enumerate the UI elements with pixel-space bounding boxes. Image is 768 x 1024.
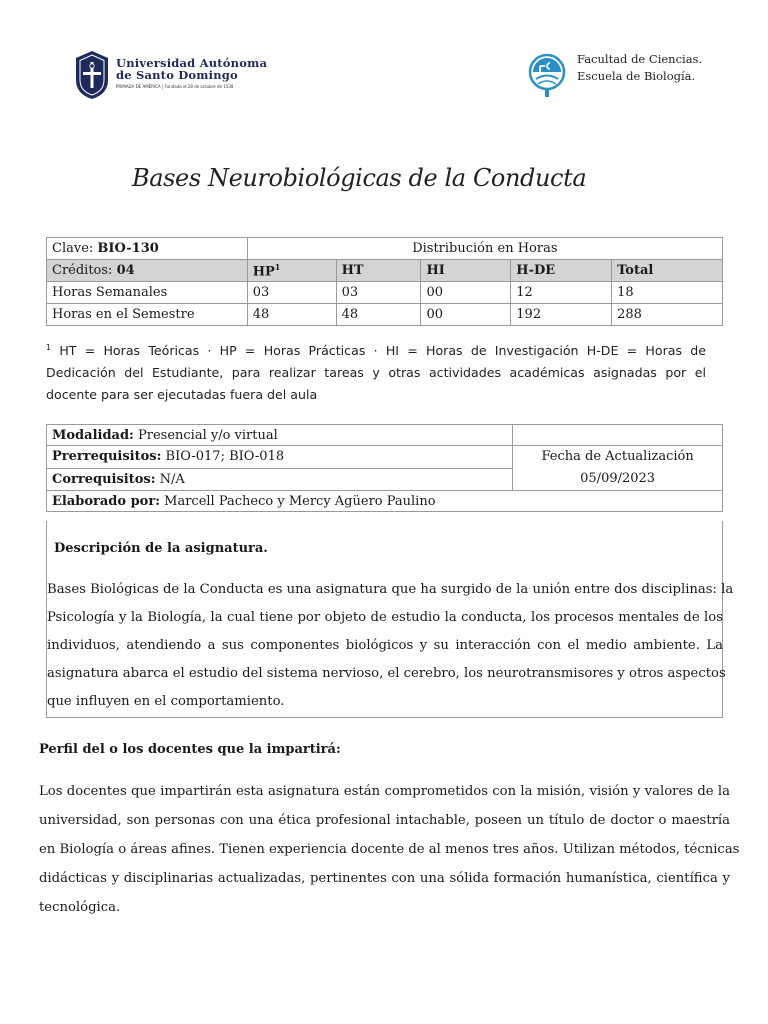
footnote-marker: 1	[46, 343, 52, 352]
perfil-line: tecnológica.	[39, 900, 121, 915]
perfil-line: didácticas y disciplinarias actualizadas, pertinentes con una sólida formación humanística, científica y	[39, 871, 730, 886]
modalidad-cell: Modalidad: Presencial y/o virtual	[47, 425, 513, 446]
cell-value: 00	[421, 282, 511, 304]
course-title: Bases Neurobiológicas de la Conducta	[132, 164, 587, 192]
col-header-total: Total	[612, 260, 723, 282]
cell-value: 12	[511, 282, 612, 304]
col-header-hde: H-DE	[511, 260, 612, 282]
correquisitos-value: N/A	[159, 471, 185, 487]
description-line: asignatura abarca el estudio del sistema nervioso, el cerebro, los neurotransmisores y otros aspectos	[47, 666, 726, 681]
distribution-header: Distribución en Horas	[247, 238, 722, 260]
faculty-line1: Facultad de Ciencias.	[577, 52, 703, 66]
table-row	[47, 304, 723, 326]
page-header	[0, 0, 768, 110]
cell-value: 03	[336, 282, 421, 304]
description-body	[47, 576, 734, 716]
faculty-logo-icon	[528, 52, 566, 98]
prerrequisitos-cell: Prerrequisitos: BIO-017; BIO-018	[47, 446, 513, 469]
uasd-seal-icon	[74, 50, 110, 100]
footnote-line: docente para ser ejecutadas fuera del aula	[46, 387, 318, 403]
description-heading: Descripción de la asignatura.	[54, 541, 268, 556]
cell-value: 48	[247, 304, 336, 326]
uasd-wordmark	[116, 57, 267, 89]
table-row	[47, 425, 723, 446]
uasd-name-line2: de Santo Domingo	[116, 68, 238, 82]
hp-footnote-marker: 1	[274, 261, 281, 272]
uasd-tagline: PRIMADA DE AMÉRICA | Fundada el 28 de octubre de 1538	[116, 84, 234, 89]
cell-value: 192	[511, 304, 612, 326]
faculty-line2: Escuela de Biología.	[577, 69, 696, 83]
col-header-hi: HI	[421, 260, 511, 282]
faculty-name	[577, 51, 702, 85]
row-label: Horas Semanales	[47, 282, 248, 304]
hours-table	[46, 237, 723, 326]
col-header-ht: HT	[336, 260, 421, 282]
modalidad-value: Presencial y/o virtual	[138, 427, 278, 443]
table-row	[47, 446, 723, 469]
fecha-value: 05/09/2023	[580, 471, 656, 486]
hours-footnote	[46, 337, 706, 406]
cell-value: 00	[421, 304, 511, 326]
course-info-table	[46, 424, 723, 512]
table-row	[47, 491, 723, 512]
cell-value: 48	[336, 304, 421, 326]
creditos-cell: Créditos: 04	[47, 260, 248, 282]
table-row	[47, 282, 723, 304]
description-line: individuos, atendiendo a sus componentes biológicos y su interacción con el medio ambiente. La	[47, 638, 723, 653]
correquisitos-cell: Correquisitos: N/A	[47, 468, 513, 491]
clave-cell: Clave: BIO-130	[47, 238, 248, 260]
perfil-line: universidad, son personas con una ética profesional intachable, poseen un título de doctor o maestría	[39, 813, 730, 828]
description-line: Bases Biológicas de la Conducta es una asignatura que ha surgido de la unión entre dos disciplinas: la	[47, 582, 734, 597]
perfil-body	[39, 777, 740, 922]
cell-value: 03	[247, 282, 336, 304]
footnote-line: $^1$ HT = Horas Teóricas · HP = Horas Prácticas · HI = Horas de Investigación H-DE = Horas de	[46, 343, 706, 359]
fecha-actualizacion-cell	[513, 446, 723, 491]
cell-value: 288	[612, 304, 723, 326]
fecha-label: Fecha de Actualización	[541, 449, 694, 464]
description-line: Psicología y la Biología, la cual tiene por objeto de estudio la conducta, los procesos mentales de los	[47, 610, 723, 625]
prerrequisitos-value: BIO-017; BIO-018	[165, 449, 285, 465]
cell-value: 18	[612, 282, 723, 304]
description-line: que influyen en el comportamiento.	[47, 694, 285, 709]
footnote-line: Dedicación del Estudiante, para realizar tareas y otras actividades académicas asignadas por el	[46, 365, 706, 381]
creditos-value: 04	[116, 263, 135, 278]
description-section	[46, 521, 734, 718]
perfil-heading: Perfil del o los docentes que la impartirá:	[39, 742, 341, 757]
table-row	[47, 238, 723, 260]
row-label: Horas en el Semestre	[47, 304, 248, 326]
elaborado-value: Marcell Pacheco y Mercy Agüero Paulino	[164, 493, 436, 509]
table-header-row	[47, 260, 723, 282]
col-header-hp: $HP^1$	[247, 260, 336, 282]
empty-cell	[513, 425, 723, 446]
elaborado-cell: Elaborado por: Marcell Pacheco y Mercy Agüero Paulino	[47, 491, 723, 512]
uasd-name-line1: Universidad Autónoma	[116, 56, 268, 70]
clave-value: BIO-130	[97, 241, 159, 256]
perfil-line: Los docentes que impartirán esta asignatura están comprometidos con la misión, visión y valores de la	[39, 784, 730, 799]
perfil-line: en Biología o áreas afines. Tienen experiencia docente de al menos tres años. Utilizan métodos, técnicas	[39, 842, 740, 857]
